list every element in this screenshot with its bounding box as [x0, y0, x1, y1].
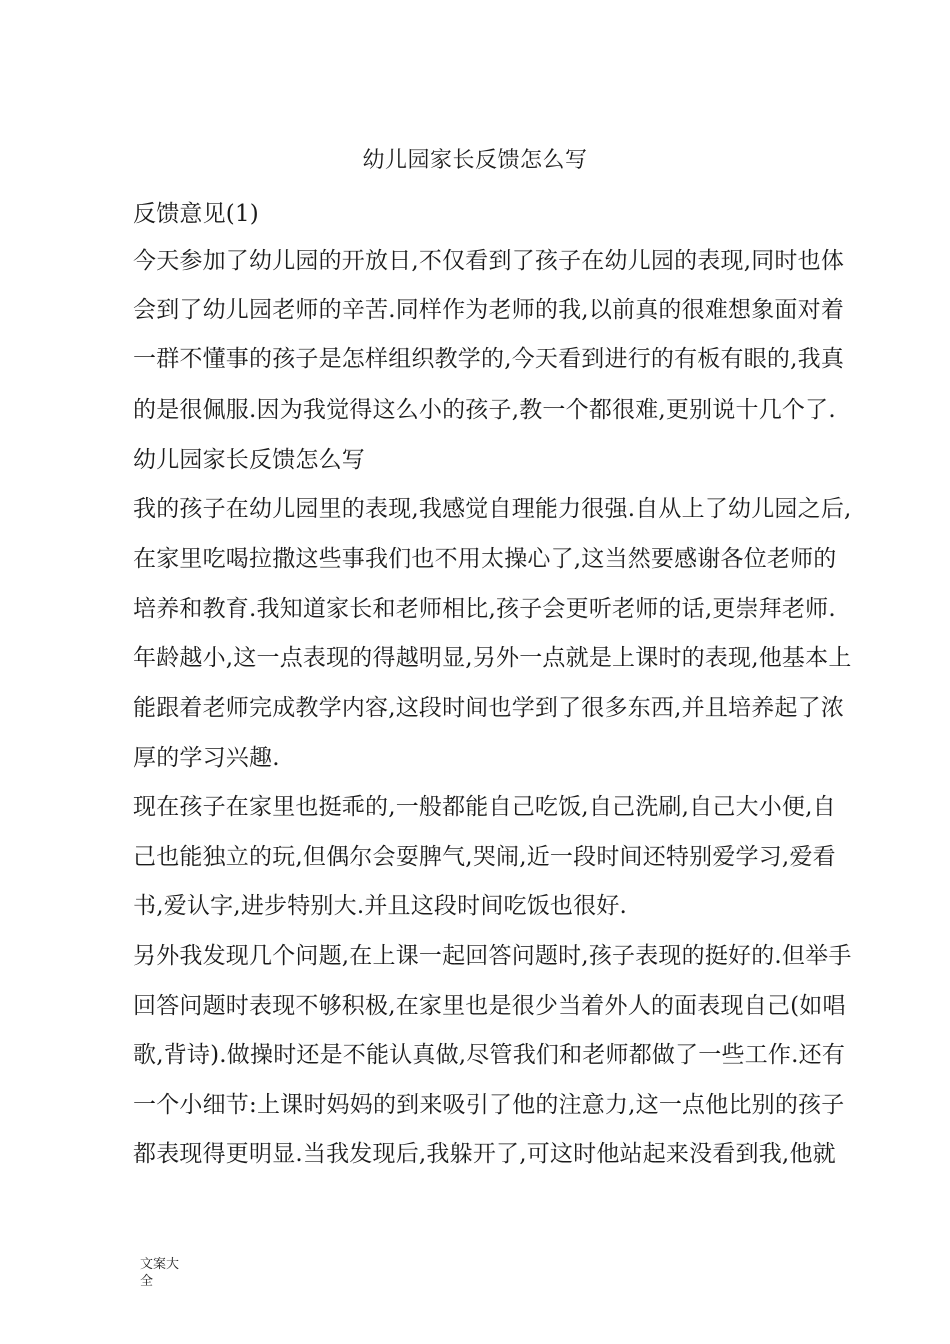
text-line: 都表现得更明显.当我发现后,我躲开了,可这时他站起来没看到我,他就: [133, 1141, 836, 1167]
text-line: 我的孩子在幼儿园里的表现,我感觉自理能力很强.自从上了幼儿园之后,: [133, 496, 852, 522]
page-footer: [140, 1256, 200, 1290]
text-line: 年龄越小,这一点表现的得越明显,另外一点就是上课时的表现,他基本上: [133, 645, 852, 671]
text-line: 回答问题时表现不够积极,在家里也是很少当着外人的面表现自己(如唱: [133, 993, 846, 1019]
text-line: 现在孩子在家里也挺乖的,一般都能自己吃饭,自己洗刷,自己大小便,自: [133, 794, 836, 820]
text-line: 培养和教育.我知道家长和老师相比,孩子会更听老师的话,更崇拜老师.: [133, 596, 836, 622]
text-line: 在家里吃喝拉撒这些事我们也不用太操心了,这当然要感谢各位老师的: [133, 546, 837, 572]
footer-line: 文案大: [140, 1257, 180, 1272]
text-line: 能跟着老师完成教学内容,这段时间也学到了很多东西,并且培养起了浓: [133, 695, 845, 721]
text-line: 己也能独立的玩,但偶尔会耍脾气,哭闹,近一段时间还特别爱学习,爱看: [133, 844, 836, 870]
text-line: 另外我发现几个问题,在上课一起回答问题时,孩子表现的挺好的.但举手: [133, 943, 852, 969]
text-line: 一个小细节:上课时妈妈的到来吸引了他的注意力,这一点他比别的孩子: [133, 1092, 845, 1118]
text-line: 书,爱认字,进步特别大.并且这段时间吃饭也很好.: [133, 893, 628, 919]
footer-line: 全: [140, 1274, 154, 1289]
section-heading: 幼儿园家长反馈怎么写: [133, 447, 365, 473]
text-line: 今天参加了幼儿园的开放日,不仅看到了孩子在幼儿园的表现,同时也体: [133, 248, 845, 274]
text-line: 歌,背诗).做操时还是不能认真做,尽管我们和老师都做了一些工作.还有: [133, 1042, 846, 1068]
text-line: 一群不懂事的孩子是怎样组织教学的,今天看到进行的有板有眼的,我真: [133, 346, 845, 372]
document-title: 幼儿园家长反馈怎么写: [362, 148, 588, 173]
section-heading: 反馈意见(1): [133, 201, 259, 227]
text-line: 厚的学习兴趣.: [133, 745, 280, 771]
text-line: 会到了幼儿园老师的辛苦.同样作为老师的我,以前真的很难想象面对着: [133, 297, 845, 323]
text-line: 的是很佩服.因为我觉得这么小的孩子,教一个都很难,更别说十几个了.: [133, 397, 836, 423]
